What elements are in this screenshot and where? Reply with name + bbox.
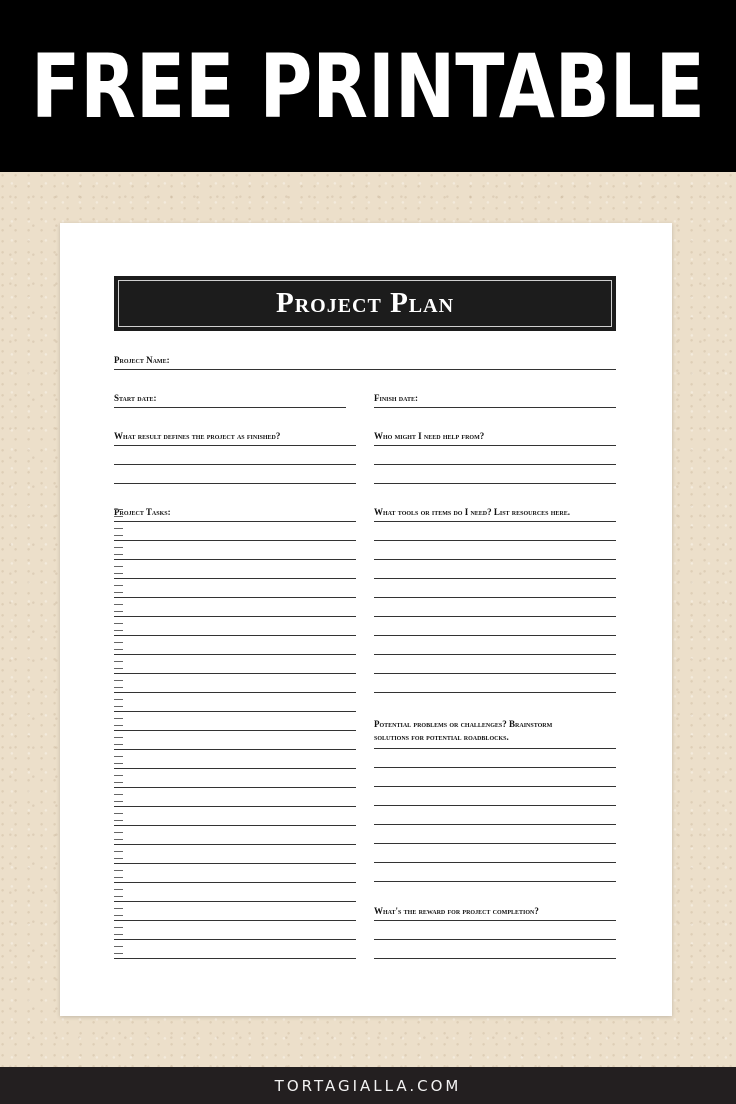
task-checkbox-mark: [114, 725, 123, 726]
task-line: [114, 635, 356, 636]
task-checkbox-mark: [114, 889, 123, 890]
problems-line: [374, 824, 616, 825]
task-line: [114, 654, 356, 655]
reward-line: [374, 920, 616, 921]
task-checkbox-mark: [114, 744, 123, 745]
task-checkbox-mark: [114, 820, 123, 821]
task-checkbox-mark: [114, 623, 123, 624]
task-checkbox-mark: [114, 813, 123, 814]
task-checkbox-mark: [114, 509, 123, 510]
task-line: [114, 806, 356, 807]
banner-title: FREE PRINTABLE: [31, 34, 706, 138]
tools-line: [374, 616, 616, 617]
sheet-title: Project Plan: [275, 287, 455, 319]
result-answer-line: [114, 483, 356, 484]
task-checkbox-mark: [114, 782, 123, 783]
task-checkbox-mark: [114, 756, 123, 757]
printable-sheet: [60, 223, 672, 1016]
task-checkbox-mark: [114, 687, 123, 688]
task-checkbox-mark: [114, 763, 123, 764]
help-label: Who might I need help from?: [374, 431, 485, 441]
task-checkbox-mark: [114, 915, 123, 916]
task-checkbox-mark: [114, 611, 123, 612]
task-line: [114, 673, 356, 674]
result-label: What result defines the project as finished?: [114, 431, 281, 441]
tools-line: [374, 521, 616, 522]
project-name-label: Project Name:: [114, 355, 170, 365]
task-line: [114, 939, 356, 940]
problems-line: [374, 862, 616, 863]
task-line: [114, 958, 356, 959]
title-box: [114, 276, 616, 331]
task-checkbox-mark: [114, 775, 123, 776]
tools-line: [374, 559, 616, 560]
task-checkbox-mark: [114, 535, 123, 536]
problems-label-line2: solutions for potential roadblocks.: [374, 732, 509, 742]
start-date-label: Start date:: [114, 393, 157, 403]
tools-line: [374, 673, 616, 674]
reward-line: [374, 958, 616, 959]
task-checkbox-mark: [114, 585, 123, 586]
task-line: [114, 749, 356, 750]
task-line: [114, 863, 356, 864]
problems-line: [374, 881, 616, 882]
task-checkbox-mark: [114, 592, 123, 593]
task-checkbox-mark: [114, 642, 123, 643]
task-checkbox-mark: [114, 706, 123, 707]
tasks-label: Project Tasks:: [114, 507, 171, 517]
problems-label-line1: Potential problems or challenges? Brainstorm: [374, 719, 553, 729]
task-checkbox-mark: [114, 953, 123, 954]
task-checkbox-mark: [114, 737, 123, 738]
help-answer-line: [374, 464, 616, 465]
task-checkbox-mark: [114, 927, 123, 928]
bottom-banner: [0, 1067, 736, 1104]
task-checkbox-mark: [114, 661, 123, 662]
task-checkbox-mark: [114, 554, 123, 555]
task-checkbox-mark: [114, 877, 123, 878]
task-line: [114, 521, 356, 522]
problems-line: [374, 843, 616, 844]
task-checkbox-mark: [114, 528, 123, 529]
task-checkbox-mark: [114, 516, 123, 517]
task-checkbox-mark: [114, 668, 123, 669]
problems-line: [374, 748, 616, 749]
task-checkbox-mark: [114, 794, 123, 795]
task-line: [114, 540, 356, 541]
problems-line: [374, 786, 616, 787]
task-line: [114, 597, 356, 598]
task-checkbox-mark: [114, 699, 123, 700]
task-checkbox-mark: [114, 801, 123, 802]
task-checkbox-mark: [114, 680, 123, 681]
tools-line: [374, 540, 616, 541]
tools-line: [374, 578, 616, 579]
tools-line: [374, 654, 616, 655]
task-line: [114, 882, 356, 883]
task-checkbox-mark: [114, 832, 123, 833]
task-checkbox-mark: [114, 547, 123, 548]
finish-date-line: [374, 407, 616, 408]
start-date-line: [114, 407, 346, 408]
result-answer-line: [114, 464, 356, 465]
problems-line: [374, 767, 616, 768]
task-checkbox-mark: [114, 604, 123, 605]
task-checkbox-mark: [114, 934, 123, 935]
top-banner: [0, 0, 736, 172]
task-line: [114, 578, 356, 579]
task-checkbox-mark: [114, 649, 123, 650]
task-line: [114, 920, 356, 921]
task-checkbox-mark: [114, 946, 123, 947]
task-line: [114, 825, 356, 826]
task-line: [114, 692, 356, 693]
task-checkbox-mark: [114, 908, 123, 909]
site-url: TORTAGIALLA.COM: [274, 1076, 462, 1095]
tools-line: [374, 597, 616, 598]
task-line: [114, 844, 356, 845]
task-line: [114, 559, 356, 560]
project-name-line: [114, 369, 616, 370]
task-checkbox-mark: [114, 858, 123, 859]
task-checkbox-mark: [114, 839, 123, 840]
task-checkbox-mark: [114, 566, 123, 567]
tools-line: [374, 635, 616, 636]
task-line: [114, 768, 356, 769]
task-checkbox-mark: [114, 851, 123, 852]
task-line: [114, 901, 356, 902]
problems-line: [374, 805, 616, 806]
help-answer-line: [374, 483, 616, 484]
task-checkbox-mark: [114, 870, 123, 871]
task-checkbox-mark: [114, 573, 123, 574]
task-checkbox-mark: [114, 630, 123, 631]
task-checkbox-mark: [114, 896, 123, 897]
task-line: [114, 616, 356, 617]
title-frame: [118, 280, 612, 327]
finish-date-label: Finish date:: [374, 393, 418, 403]
tools-label: What tools or items do I need? List resources here.: [374, 507, 570, 517]
reward-line: [374, 939, 616, 940]
task-line: [114, 711, 356, 712]
task-line: [114, 787, 356, 788]
tools-line: [374, 692, 616, 693]
task-checkbox-mark: [114, 718, 123, 719]
task-line: [114, 730, 356, 731]
result-answer-line: [114, 445, 356, 446]
help-answer-line: [374, 445, 616, 446]
reward-label: What's the reward for project completion?: [374, 906, 539, 916]
